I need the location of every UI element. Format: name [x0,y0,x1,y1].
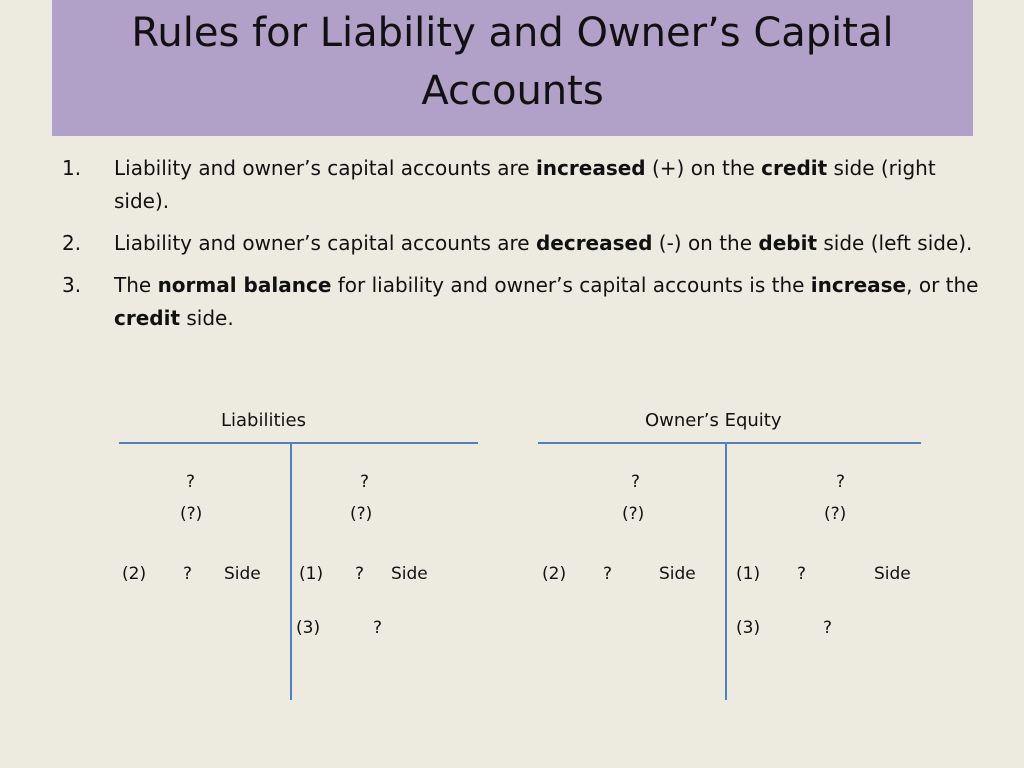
rule-keyword-normal-balance: normal balance [157,273,332,297]
rule-text-part: , or the [906,273,979,297]
rule-item-1 [62,152,982,218]
entry-number: (3) [296,618,321,638]
entry-mark: ? [355,564,365,584]
title-bar [52,0,973,136]
credit-sign-placeholder: (?) [350,504,373,524]
entry-number: (1) [736,564,761,584]
credit-placeholder: ? [360,472,370,492]
rule-number: 3. [62,273,82,297]
rule-text-part: Liability and owner’s capital accounts are [114,156,536,180]
rule-text-part: side (right side). [114,156,936,213]
rule-keyword-increase: increase [810,273,907,297]
entry-number: (2) [122,564,147,584]
rule-keyword-debit: debit [758,231,818,255]
rule-number: 1. [62,156,82,180]
entry-number: (2) [542,564,567,584]
rule-keyword-decreased: decreased [535,231,653,255]
entry-mark: ? [823,618,833,638]
entry-mark: ? [373,618,383,638]
rule-number: 2. [62,231,82,255]
slide-title: Rules for Liability and Owner’s Capital Accounts [131,10,894,114]
t-account-title: Liabilities [221,410,306,431]
credit-placeholder: ? [836,472,846,492]
rule-text [114,152,982,218]
rule-text-part: Liability and owner’s capital accounts are [114,231,536,255]
debit-placeholder: ? [631,472,641,492]
credit-sign-placeholder: (?) [824,504,847,524]
rule-keyword-credit: credit [761,156,828,180]
entry-mark: ? [183,564,193,584]
rule-keyword-increased: increased [535,156,646,180]
rule-text-part: side. [180,306,234,330]
t-account-horizontal-line [538,442,921,444]
rule-text [114,269,982,335]
entry-mark: ? [797,564,807,584]
entry-side-label: Side [224,564,261,584]
rule-text-part: side (left side). [817,231,973,255]
rule-text [114,227,982,260]
entry-mark: ? [603,564,613,584]
t-account-title: Owner’s Equity [645,410,782,431]
rule-text-part: for liability and owner’s capital accounts is the [331,273,811,297]
entry-side-label: Side [391,564,428,584]
t-account-vertical-line [290,443,292,700]
rule-text-part: The [114,273,158,297]
debit-placeholder: ? [186,472,196,492]
rule-text-part: (+) on the [645,156,762,180]
rule-keyword-credit: credit [114,306,181,330]
rule-text-part: (-) on the [652,231,759,255]
rule-item-2 [62,227,982,260]
entry-side-label: Side [874,564,911,584]
entry-number: (1) [299,564,324,584]
debit-sign-placeholder: (?) [180,504,203,524]
rule-item-3 [62,269,982,335]
rules-list [62,152,982,344]
t-account-vertical-line [725,443,727,700]
debit-sign-placeholder: (?) [622,504,645,524]
entry-side-label: Side [659,564,696,584]
t-account-horizontal-line [119,442,478,444]
entry-number: (3) [736,618,761,638]
